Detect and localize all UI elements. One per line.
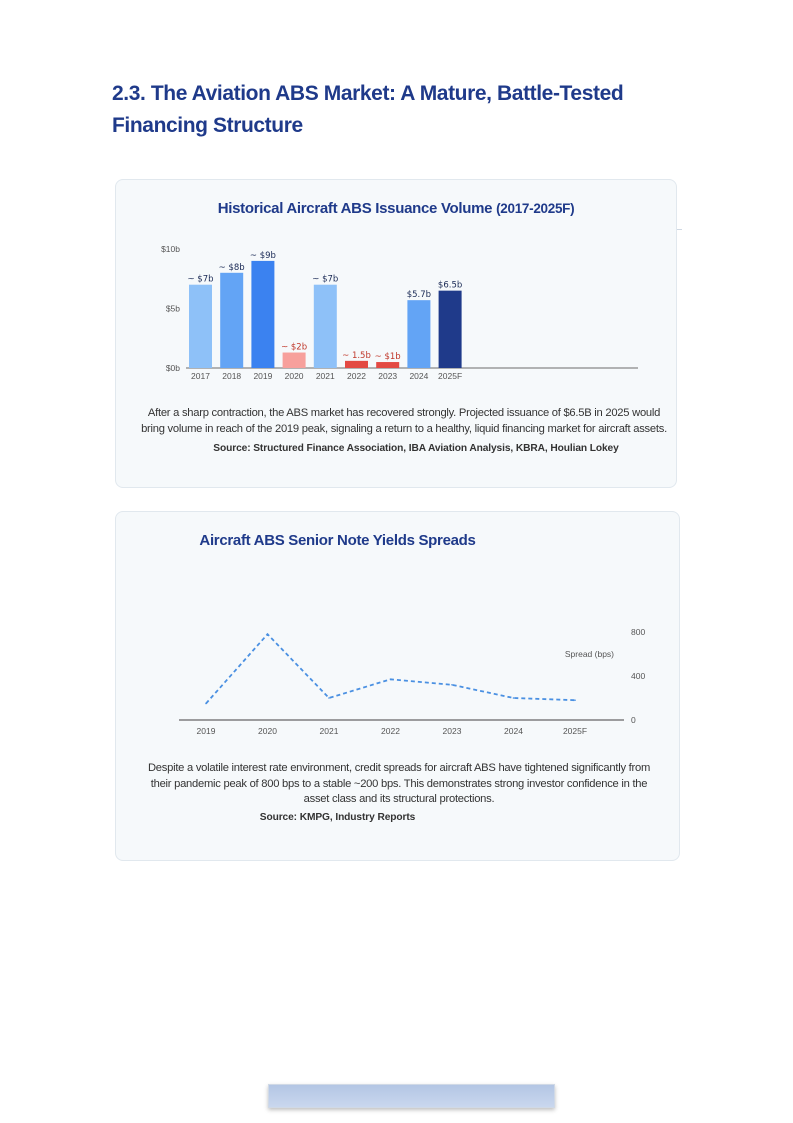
- bar: [407, 300, 430, 368]
- y-tick-label: 800: [631, 627, 646, 637]
- spreads-line-chart: [116, 512, 681, 752]
- issuance-chart-card: [115, 179, 677, 488]
- issuance-chart-title-sub: (2017-2025F): [496, 201, 575, 216]
- spreads-source: Source: KMPG, Industry Reports: [259, 812, 416, 823]
- x-tick-label: 2023: [442, 726, 462, 736]
- x-tick-label: 2025F: [438, 371, 463, 381]
- x-tick-label: 2020: [284, 371, 304, 381]
- x-tick-label: 2017: [191, 371, 210, 381]
- section-title: 2.3. The Aviation ABS Market: A Mature, Battle-Tested Financing Structure: [112, 82, 624, 137]
- issuance-caption: After a sharp contraction, the ABS market has recovered strongly. Projected issuance of $6.5B in 2025 would bring volume in reach of the 2019 peak, signaling a return to a healthy, liquid financing market for aircraft assets.: [141, 407, 667, 435]
- y-tick-label: 400: [631, 671, 646, 681]
- bar: [314, 285, 337, 368]
- x-tick-label: 2024: [409, 371, 429, 381]
- bar: [283, 353, 306, 368]
- x-tick-label: 2019: [253, 371, 273, 381]
- spread-series-line: [206, 634, 575, 703]
- data-point: [205, 703, 207, 705]
- bar: [439, 291, 462, 368]
- bar: [189, 285, 212, 368]
- data-point: [451, 684, 453, 686]
- y-tick-label: $5b: [165, 303, 180, 314]
- issuance-source: Source: Structured Finance Association, IBA Aviation Analysis, KBRA, Houlian Lokey: [213, 443, 619, 454]
- bar: [376, 362, 399, 368]
- data-point: [513, 697, 515, 699]
- data-point: [267, 633, 269, 635]
- spreads-chart-card: [115, 511, 680, 861]
- y-tick-label: $10b: [161, 244, 180, 254]
- x-tick-label: 2025F: [562, 726, 588, 736]
- bar-data-label: ~ $7b: [312, 274, 339, 285]
- bar-data-label: ~ $1b: [374, 352, 401, 363]
- y-tick-label: 0: [631, 715, 636, 725]
- bar: [251, 261, 274, 368]
- bar: [345, 361, 368, 368]
- x-tick-label: 2018: [222, 371, 242, 381]
- y-tick-label: $0b: [165, 363, 180, 373]
- y-axis-title: Spread (bps): [564, 649, 614, 659]
- x-tick-label: 2024: [504, 726, 523, 736]
- x-tick-label: 2021: [315, 371, 335, 381]
- bar-data-label: ~ $8b: [218, 262, 245, 273]
- x-tick-label: 2022: [381, 726, 400, 736]
- bar-data-label: ~ $9b: [249, 250, 276, 261]
- bar-data-label: ~ $2b: [281, 342, 308, 353]
- x-tick-label: 2021: [319, 726, 339, 736]
- bar-data-label: $5.7b: [406, 290, 432, 301]
- bar-data-label: $6.5b: [437, 280, 463, 291]
- issuance-chart-title-main: Historical Aircraft ABS Issuance Volume: [217, 200, 493, 217]
- data-point: [574, 699, 576, 701]
- x-tick-label: 2019: [196, 726, 216, 736]
- bar-data-label: ~ 1.5b: [342, 350, 371, 361]
- data-point: [390, 679, 392, 681]
- x-tick-label: 2020: [258, 726, 277, 736]
- bar: [220, 273, 243, 368]
- x-tick-label: 2023: [378, 371, 398, 381]
- x-tick-label: 2022: [347, 371, 366, 381]
- data-point: [328, 697, 330, 699]
- spreads-chart-title: Aircraft ABS Senior Note Yields Spreads: [199, 532, 476, 549]
- issuance-bar-chart: [116, 180, 678, 400]
- bar-data-label: ~ $7b: [187, 274, 214, 285]
- footer-bar: [268, 1084, 555, 1108]
- spreads-caption: Despite a volatile interest rate environment, credit spreads for aircraft ABS have tightened significantly from their pandemic peak of 800 bps to a stable ~200 bps. This demonstrates strong investor confidence in the asset class and its structural protections.: [147, 762, 651, 805]
